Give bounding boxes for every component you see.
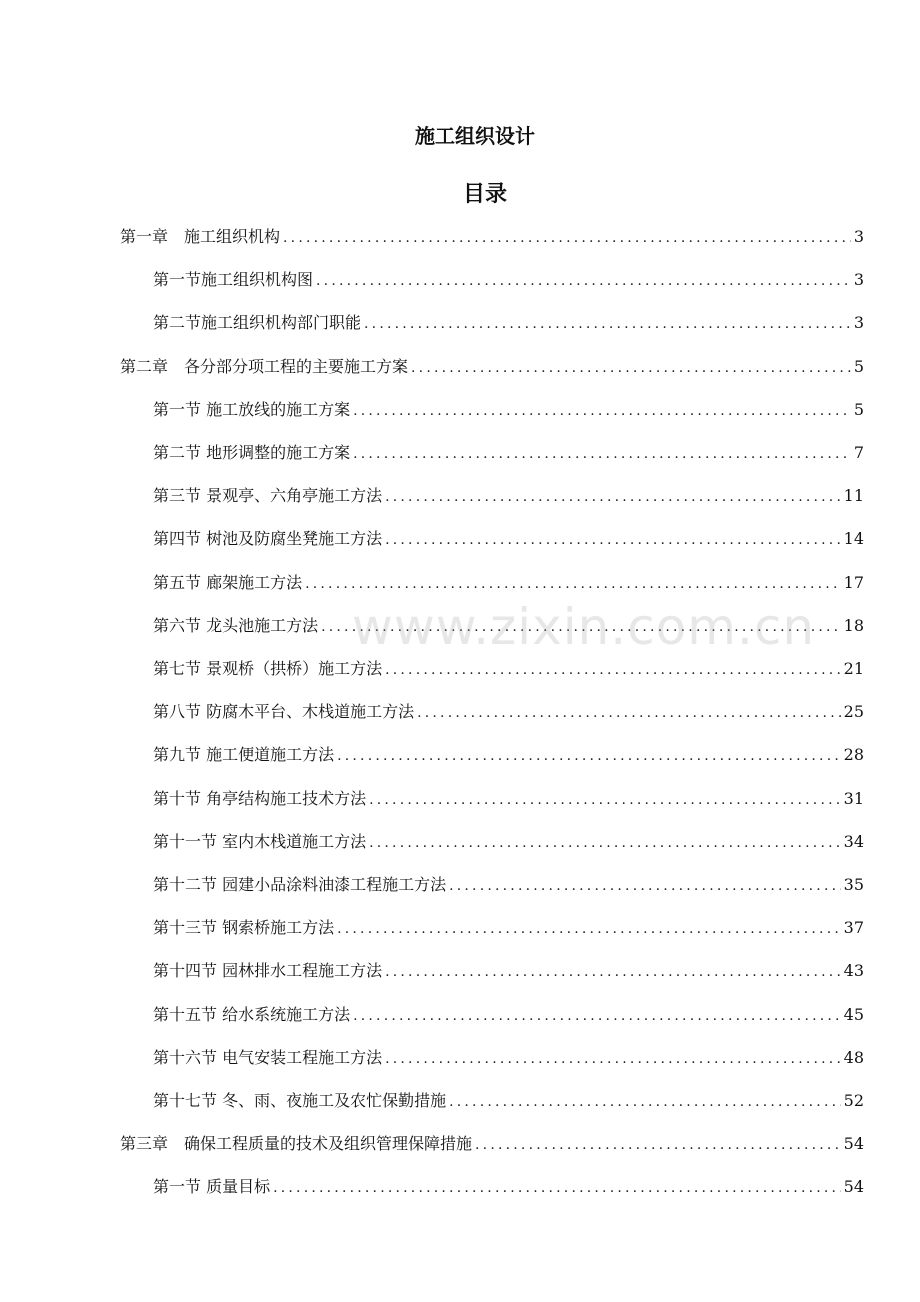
toc-dot-leader — [305, 573, 841, 595]
toc-entry-label: 第十六节 电气安装工程施工方法 — [153, 1048, 383, 1067]
toc-page-number: 25 — [843, 702, 864, 721]
toc-page-number: 11 — [843, 486, 864, 505]
toc-section-entry[interactable] — [153, 1047, 864, 1069]
toc-section-entry[interactable] — [153, 615, 864, 637]
toc-entry-label: 第六节 龙头池施工方法 — [153, 616, 319, 635]
toc-page-number: 18 — [843, 616, 864, 635]
toc-entry-label: 第三节 景观亭、六角亭施工方法 — [153, 486, 383, 505]
toc-section-entry[interactable] — [153, 572, 864, 594]
toc-dot-leader — [385, 961, 841, 983]
toc-page-number: 31 — [843, 789, 864, 808]
toc-chapter-entry[interactable] — [120, 356, 864, 378]
toc-section-entry[interactable] — [153, 485, 864, 507]
toc-page-number: 17 — [843, 573, 864, 592]
toc-section-entry[interactable] — [153, 788, 864, 810]
toc-entry-label: 第十七节 冬、雨、夜施工及农忙保勤措施 — [153, 1091, 447, 1110]
toc-chapter-entry[interactable] — [120, 226, 864, 248]
toc-entry-label: 第十一节 室内木栈道施工方法 — [153, 832, 367, 851]
toc-page-number: 5 — [853, 400, 864, 419]
toc-dot-leader — [337, 745, 841, 767]
toc-dot-leader — [273, 1177, 841, 1199]
toc-page-number: 34 — [843, 832, 864, 851]
toc-page-number: 43 — [843, 961, 864, 980]
toc-dot-leader — [353, 400, 851, 422]
toc-dot-leader — [353, 443, 851, 465]
toc-page-number: 52 — [843, 1091, 864, 1110]
toc-page-number: 21 — [843, 659, 864, 678]
toc-section-entry[interactable] — [153, 442, 864, 464]
toc-entry-label: 第一节施工组织机构图 — [153, 270, 314, 289]
toc-section-entry[interactable] — [153, 831, 864, 853]
toc-section-entry[interactable] — [153, 1090, 864, 1112]
toc-page-number: 54 — [843, 1177, 864, 1196]
toc-dot-leader — [449, 875, 841, 897]
toc-section-entry[interactable] — [153, 658, 864, 680]
toc-section-entry[interactable] — [153, 1176, 864, 1198]
toc-dot-leader — [316, 270, 851, 292]
toc-section-entry[interactable] — [153, 1004, 864, 1026]
toc-page-number: 14 — [843, 529, 864, 548]
toc-entry-label: 第一节 施工放线的施工方案 — [153, 400, 351, 419]
watermark: www.zixin.com.cn — [352, 598, 816, 656]
toc-entry-label: 第八节 防腐木平台、木栈道施工方法 — [153, 702, 415, 721]
toc-entry-label: 第五节 廊架施工方法 — [153, 573, 303, 592]
toc-entry-label: 第十三节 钢索桥施工方法 — [153, 918, 335, 937]
toc-section-entry[interactable] — [153, 701, 864, 723]
toc-dot-leader — [385, 486, 841, 508]
toc-dot-leader — [369, 789, 841, 811]
toc-section-entry[interactable] — [153, 312, 864, 334]
toc-section-entry[interactable] — [153, 269, 864, 291]
toc-page-number: 3 — [853, 270, 864, 289]
toc-dot-leader — [353, 1005, 841, 1027]
toc-dot-leader — [385, 529, 841, 551]
toc-page-number: 3 — [853, 313, 864, 332]
toc-section-entry[interactable] — [153, 874, 864, 896]
toc-page-number: 48 — [843, 1048, 864, 1067]
toc-page-number: 35 — [843, 875, 864, 894]
toc-entry-label: 第九节 施工便道施工方法 — [153, 745, 335, 764]
toc-entry-label: 第七节 景观桥（拱桥）施工方法 — [153, 659, 383, 678]
toc-chapter-entry[interactable] — [120, 1133, 864, 1155]
toc-section-entry[interactable] — [153, 528, 864, 550]
toc-page-number: 28 — [843, 745, 864, 764]
toc-dot-leader — [385, 1048, 841, 1070]
toc-entry-label: 第三章 确保工程质量的技术及组织管理保障措施 — [120, 1134, 473, 1153]
toc-section-entry[interactable] — [153, 960, 864, 982]
toc-dot-leader — [475, 1134, 841, 1156]
toc-dot-leader — [337, 918, 841, 940]
toc-dot-leader — [449, 1091, 841, 1113]
toc-entry-label: 第二节 地形调整的施工方案 — [153, 443, 351, 462]
toc-page-number: 37 — [843, 918, 864, 937]
toc-dot-leader — [321, 616, 841, 638]
toc-dot-leader — [283, 227, 851, 249]
toc-entry-label: 第十二节 园建小品涂料油漆工程施工方法 — [153, 875, 447, 894]
toc-dot-leader — [369, 832, 841, 854]
toc-entry-label: 第十五节 给水系统施工方法 — [153, 1005, 351, 1024]
toc-dot-leader — [417, 702, 841, 724]
toc-page-number: 7 — [853, 443, 864, 462]
toc-page-number: 45 — [843, 1005, 864, 1024]
toc-page-number: 54 — [843, 1134, 864, 1153]
toc-entry-label: 第二章 各分部分项工程的主要施工方案 — [120, 357, 409, 376]
toc-entry-label: 第十四节 园林排水工程施工方法 — [153, 961, 383, 980]
toc-dot-leader — [385, 659, 841, 681]
toc-page-number: 5 — [853, 357, 864, 376]
toc-heading: 目录 — [462, 182, 507, 207]
document-title: 施工组织设计 — [415, 124, 535, 148]
toc-entry-label: 第四节 树池及防腐坐凳施工方法 — [153, 529, 383, 548]
toc-entry-label: 第一章 施工组织机构 — [120, 227, 281, 246]
toc-entry-label: 第二节施工组织机构部门职能 — [153, 313, 362, 332]
toc-dot-leader — [364, 313, 851, 335]
toc-section-entry[interactable] — [153, 399, 864, 421]
toc-dot-leader — [411, 357, 851, 379]
toc-entry-label: 第一节 质量目标 — [153, 1177, 271, 1196]
toc-page-number: 3 — [853, 227, 864, 246]
toc-entry-label: 第十节 角亭结构施工技术方法 — [153, 789, 367, 808]
toc-section-entry[interactable] — [153, 917, 864, 939]
toc-section-entry[interactable] — [153, 744, 864, 766]
